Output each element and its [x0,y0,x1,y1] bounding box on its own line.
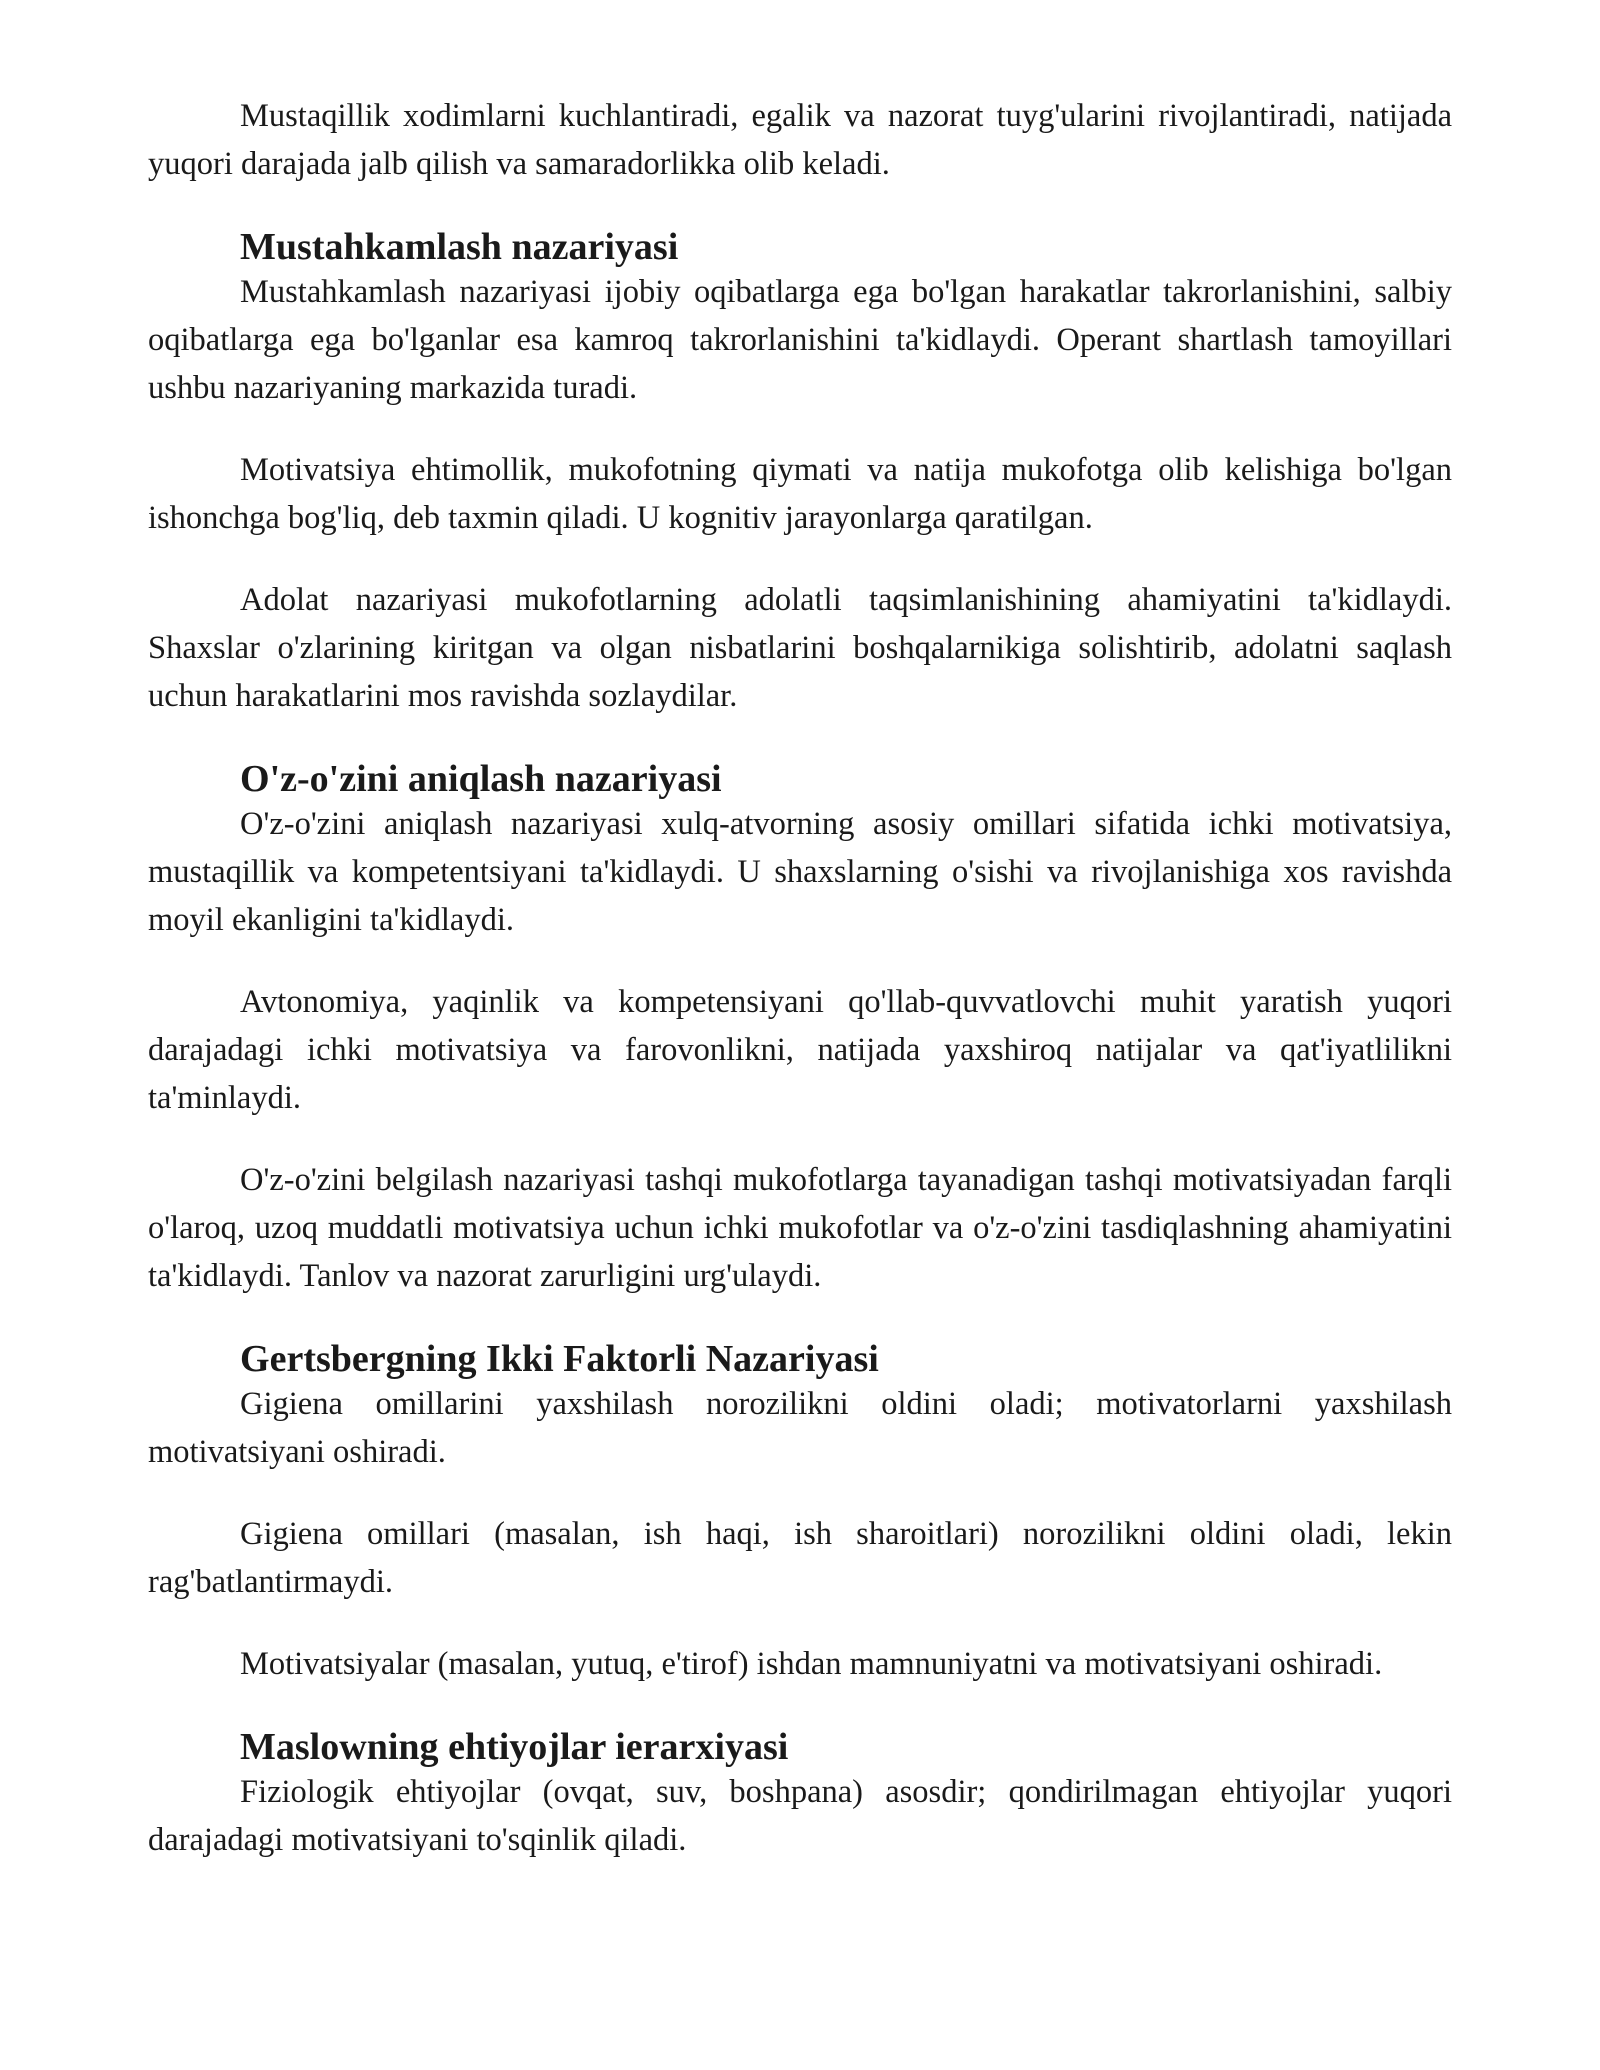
section-maslow-hierarchy [148,1726,1452,1864]
body-paragraph: Adolat nazariyasi mukofotlarning adolatli taqsimlanishining ahamiyatini ta'kidlaydi. Shaxslar o'zlarining kiritgan va olgan nisbatlarini boshqalarnikiga solishtirib, adolatni saqlash uchun harakatlarini mos ravishda sozlaydilar. [148,582,1452,714]
body-paragraph: Avtonomiya, yaqinlik va kompetensiyani qo'llab-quvvatlovchi muhit yaratish yuqori darajadagi ichki motivatsiya va farovonlikni, natijada yaxshiroq natijalar va qat'iyatlilikni ta'minlaydi. [148,984,1452,1116]
section-heading: Mustahkamlash nazariyasi [240,226,679,268]
section-heading: Gertsbergning Ikki Faktorli Nazariyasi [240,1338,879,1380]
section-herzberg-two-factor-theory [148,1338,1452,1688]
body-paragraph: Motivatsiya ehtimollik, mukofotning qiymati va natija mukofotga olib kelishiga bo'lgan ishonchga bog'liq, deb taxmin qiladi. U kognitiv jarayonlarga qaratilgan. [148,452,1452,536]
body-paragraph: Mustahkamlash nazariyasi ijobiy oqibatlarga ega bo'lgan harakatlar takrorlanishini, salbiy oqibatlarga ega bo'lganlar esa kamroq takrorlanishini ta'kidlaydi. Operant shartlash tamoyillari ushbu nazariyaning markazida turadi. [148,274,1452,406]
body-paragraph: Gigiena omillarini yaxshilash norozilikni oldini oladi; motivatorlarni yaxshilash motivatsiyani oshiradi. [148,1386,1452,1470]
body-paragraph: O'z-o'zini aniqlash nazariyasi xulq-atvorning asosiy omillari sifatida ichki motivatsiya, mustaqillik va kompetentsiyani ta'kidlaydi. U shaxslarning o'sishi va rivojlanishiga xos ravishda moyil ekanligini ta'kidlaydi. [148,806,1452,938]
document-page [148,92,1452,1864]
body-paragraph: Motivatsiyalar (masalan, yutuq, e'tirof) ishdan mamnuniyatni va motivatsiyani oshiradi. [240,1646,1383,1682]
section-heading: O'z-o'zini aniqlash nazariyasi [240,758,722,800]
body-paragraph: O'z-o'zini belgilash nazariyasi tashqi mukofotlarga tayanadigan tashqi motivatsiyadan farqli o'laroq, uzoq muddatli motivatsiya uchun ichki mukofotlar va o'z-o'zini tasdiqlashning ahamiyatini ta'kidlaydi. Tanlov va nazorat zarurligini urg'ulaydi. [148,1162,1452,1294]
section-self-determination-theory [148,758,1452,1300]
section-reinforcement-theory [148,226,1452,720]
intro-paragraph: Mustaqillik xodimlarni kuchlantiradi, egalik va nazorat tuyg'ularini rivojlantiradi, natijada yuqori darajada jalb qilish va samaradorlikka olib keladi. [148,98,1452,182]
body-paragraph: Fiziologik ehtiyojlar (ovqat, suv, boshpana) asosdir; qondirilmagan ehtiyojlar yuqori darajadagi motivatsiyani to'sqinlik qiladi. [148,1774,1452,1858]
body-paragraph: Gigiena omillari (masalan, ish haqi, ish sharoitlari) norozilikni oldini oladi, lekin rag'batlantirmaydi. [148,1516,1452,1600]
section-heading: Maslowning ehtiyojlar ierarxiyasi [240,1726,789,1768]
